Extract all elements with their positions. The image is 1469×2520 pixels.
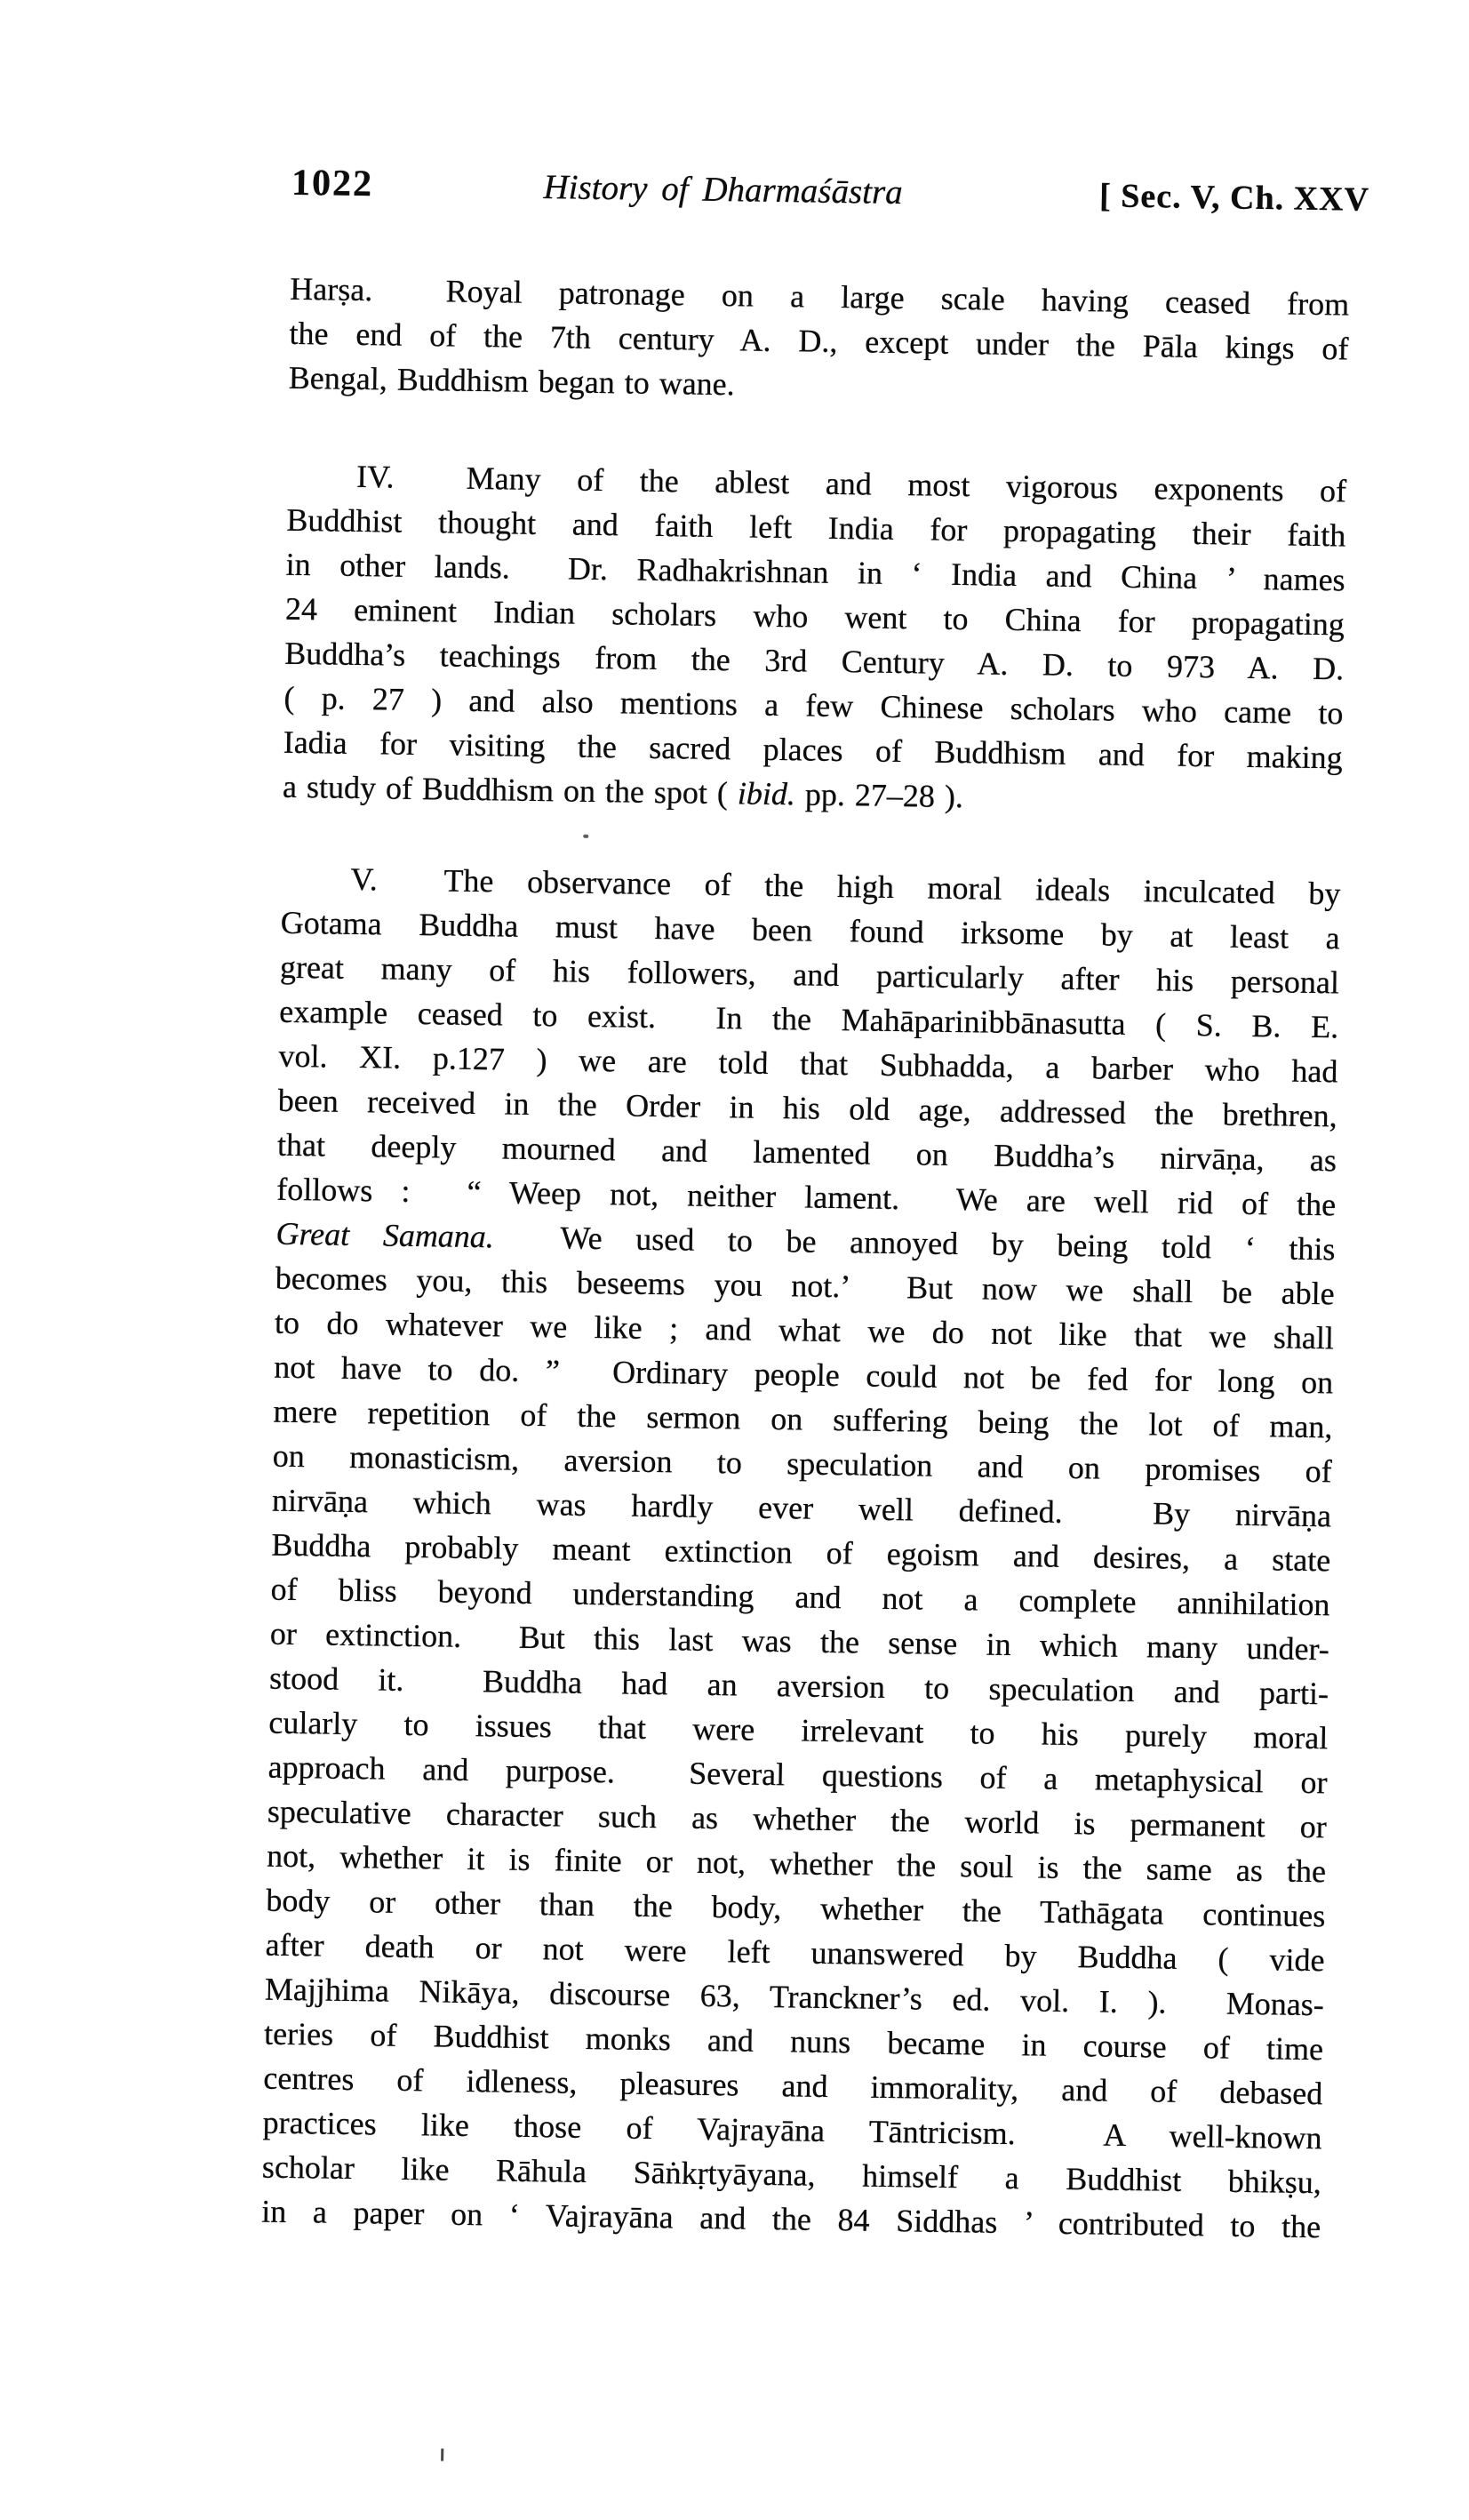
- text-run: mere repetition of the sermon on suffering being the lot of man,: [273, 1393, 1333, 1445]
- text-run: or extinction. But this last was the sense in which many under-: [269, 1615, 1330, 1668]
- text-run: been received in the Order in his old age, addressed the brethren,: [277, 1082, 1337, 1134]
- paragraph-harsa-continuation: [288, 267, 1349, 416]
- text-run: in other lands. Dr. Radhakrishnan in ‘ India and China ’ names: [285, 546, 1345, 598]
- text-run: stood it. Buddha had an aversion to speculation and parti-: [268, 1660, 1329, 1712]
- text-run: Gotama Buddha must have been found irksome by at least a: [280, 904, 1340, 956]
- text-run: follows : “ Weep not, neither lament. We are well rid of the: [276, 1171, 1337, 1223]
- text-run: V. The observance of the high moral ideals inculcated by: [350, 860, 1341, 912]
- text-run: to do whatever we like ; and what we do not like that we shall: [274, 1304, 1335, 1356]
- italic-text: ibid.: [737, 775, 796, 812]
- text-run: teries of Buddhist monks and nuns became in course of time: [263, 2015, 1324, 2068]
- text-run: Harṣa. Royal patronage on a large scale having ceased from: [290, 270, 1350, 323]
- running-title: History of Dharmaśāstra: [543, 168, 904, 212]
- page-number: 1022: [291, 162, 374, 205]
- text-run: scholar like Rāhula Sāṅkṛtyāyana, himself a Buddhist bhikṣu,: [261, 2148, 1322, 2201]
- section-reference: [ Sec. V, Ch. XXV: [1098, 177, 1370, 219]
- text-run: after death or not were left unanswered by Buddha ( vide: [265, 1926, 1325, 1979]
- text-run: a study of Buddhism on the spot (: [282, 768, 738, 812]
- text-run: IV. Many of the ablest and most vigorous exponents of: [355, 458, 1347, 509]
- text-run: vol. XI. p.127 ) we are told that Subhadda, a barber who had: [278, 1037, 1338, 1090]
- page-header: [291, 162, 1370, 220]
- text-run: in a paper on ‘ Vajrayāna and the 84 Siddhas ’ contributed to the: [260, 2193, 1321, 2245]
- text-run: example ceased to exist. In the Mahāparinibbānasutta ( S. B. E.: [278, 993, 1339, 1045]
- paragraph-v: [261, 856, 1341, 2250]
- text-run: on monasticism, aversion to speculation and on promises of: [272, 1437, 1333, 1490]
- text-run: nirvāṇa which was hardly ever well defined. By nirvāṇa: [271, 1482, 1332, 1534]
- text-run: practices like those of Vajrayāna Tāntricism. A well-known: [262, 2104, 1322, 2156]
- text-run: Iadia for visiting the sacred places of Buddhism and for making: [283, 724, 1343, 776]
- text-run: pp. 27–28 ).: [794, 776, 964, 815]
- scan-artifact-dash: [441, 2449, 443, 2461]
- text-run: the end of the 7th century A. D., except under the Pāla kings of: [289, 315, 1349, 367]
- text-run: Majjhima Nikāya, discourse 63, Tranckner’s ed. vol. I. ). Monas-: [264, 1971, 1325, 2023]
- italic-text: Great Samana.: [275, 1215, 495, 1255]
- scan-artifact-dot: [583, 835, 588, 838]
- text-run: Buddha probably meant extinction of egoism and desires, a state: [271, 1526, 1331, 1579]
- text-run: of bliss beyond understanding and not a complete annihilation: [270, 1571, 1330, 1623]
- text-run: body or other than the body, whether the Tathāgata continues: [266, 1882, 1326, 1934]
- text-run: not, whether it is finite or not, whether the soul is the same as the: [266, 1837, 1327, 1890]
- text-run: cularly to issues that were irrelevant to his purely moral: [268, 1704, 1329, 1756]
- text-run: approach and purpose. Several questions of a metaphysical or: [267, 1748, 1328, 1801]
- text-run: speculative character such as whether the world is permanent or: [267, 1793, 1328, 1845]
- text-run: great many of his followers, and particularly after his personal: [279, 948, 1340, 1001]
- text-run: Bengal, Buddhism began to wane.: [288, 359, 736, 403]
- text-run: 24 eminent Indian scholars who went to China for propagating: [284, 590, 1345, 643]
- text-run: ( p. 27 ) and also mentions a few Chinese scholars who came to: [283, 679, 1344, 732]
- text-run: becomes you, this beseems you not.’ But now we shall be able: [275, 1260, 1335, 1312]
- text-run: that deeply mourned and lamented on Buddha’s nirvāṇa, as: [276, 1126, 1337, 1179]
- text-run: Buddha’s teachings from the 3rd Century A. D. to 973 A. D.: [283, 635, 1345, 687]
- paragraph-iv: [283, 453, 1347, 825]
- text-run: not have to do. ” Ordinary people could not be fed for long on: [274, 1348, 1334, 1401]
- text-run: We used to be annoyed by being told ‘ this: [493, 1219, 1336, 1268]
- text-run: centres of idleness, pleasures and immorality, and of debased: [263, 2060, 1323, 2112]
- text-run: Buddhist thought and faith left India for propagating their faith: [286, 501, 1346, 554]
